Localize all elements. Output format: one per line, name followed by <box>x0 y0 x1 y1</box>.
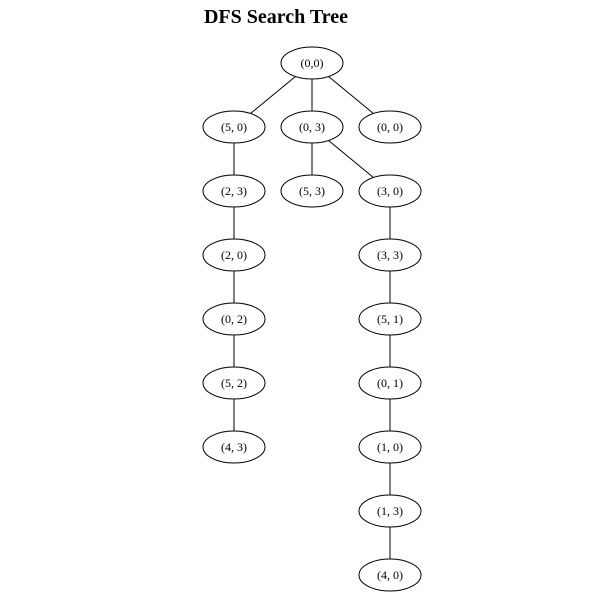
tree-node-n30 <box>359 175 421 207</box>
tree-node-root <box>281 47 343 79</box>
node-label: (2, 3) <box>221 184 247 198</box>
tree-node-n43 <box>203 431 265 463</box>
tree-node-n51 <box>359 303 421 335</box>
node-label: (5, 0) <box>221 120 247 134</box>
nodes-layer <box>203 47 421 591</box>
node-label: (2, 0) <box>221 248 247 262</box>
node-label: (4, 0) <box>377 568 403 582</box>
node-label: (1, 3) <box>377 504 403 518</box>
node-label: (5, 3) <box>299 184 325 198</box>
tree-node-n33 <box>359 239 421 271</box>
node-label: (3, 0) <box>377 184 403 198</box>
tree-node-n03 <box>281 111 343 143</box>
tree-node-n40 <box>359 559 421 591</box>
tree-node-n53 <box>281 175 343 207</box>
edge-root-n00b <box>329 77 374 114</box>
node-label: (0, 0) <box>377 120 403 134</box>
tree-node-n23 <box>203 175 265 207</box>
edge-root-n50 <box>251 77 296 114</box>
node-label: (4, 3) <box>221 440 247 454</box>
node-label: (0, 3) <box>299 120 325 134</box>
node-label: (5, 2) <box>221 376 247 390</box>
edge-n03-n30 <box>329 141 374 178</box>
tree-node-n01 <box>359 367 421 399</box>
tree-node-n00b <box>359 111 421 143</box>
tree-node-n20 <box>203 239 265 271</box>
tree-node-n13 <box>359 495 421 527</box>
tree-node-n50 <box>203 111 265 143</box>
node-label: (3, 3) <box>377 248 403 262</box>
diagram-title: DFS Search Tree <box>203 6 349 28</box>
tree-node-n02 <box>203 303 265 335</box>
tree-node-n52 <box>203 367 265 399</box>
node-label: (0,0) <box>300 56 324 70</box>
node-label: (0, 2) <box>221 312 247 326</box>
node-label: (1, 0) <box>377 440 403 454</box>
node-label: (0, 1) <box>377 376 403 390</box>
node-label: (5, 1) <box>377 312 403 326</box>
tree-node-n10 <box>359 431 421 463</box>
